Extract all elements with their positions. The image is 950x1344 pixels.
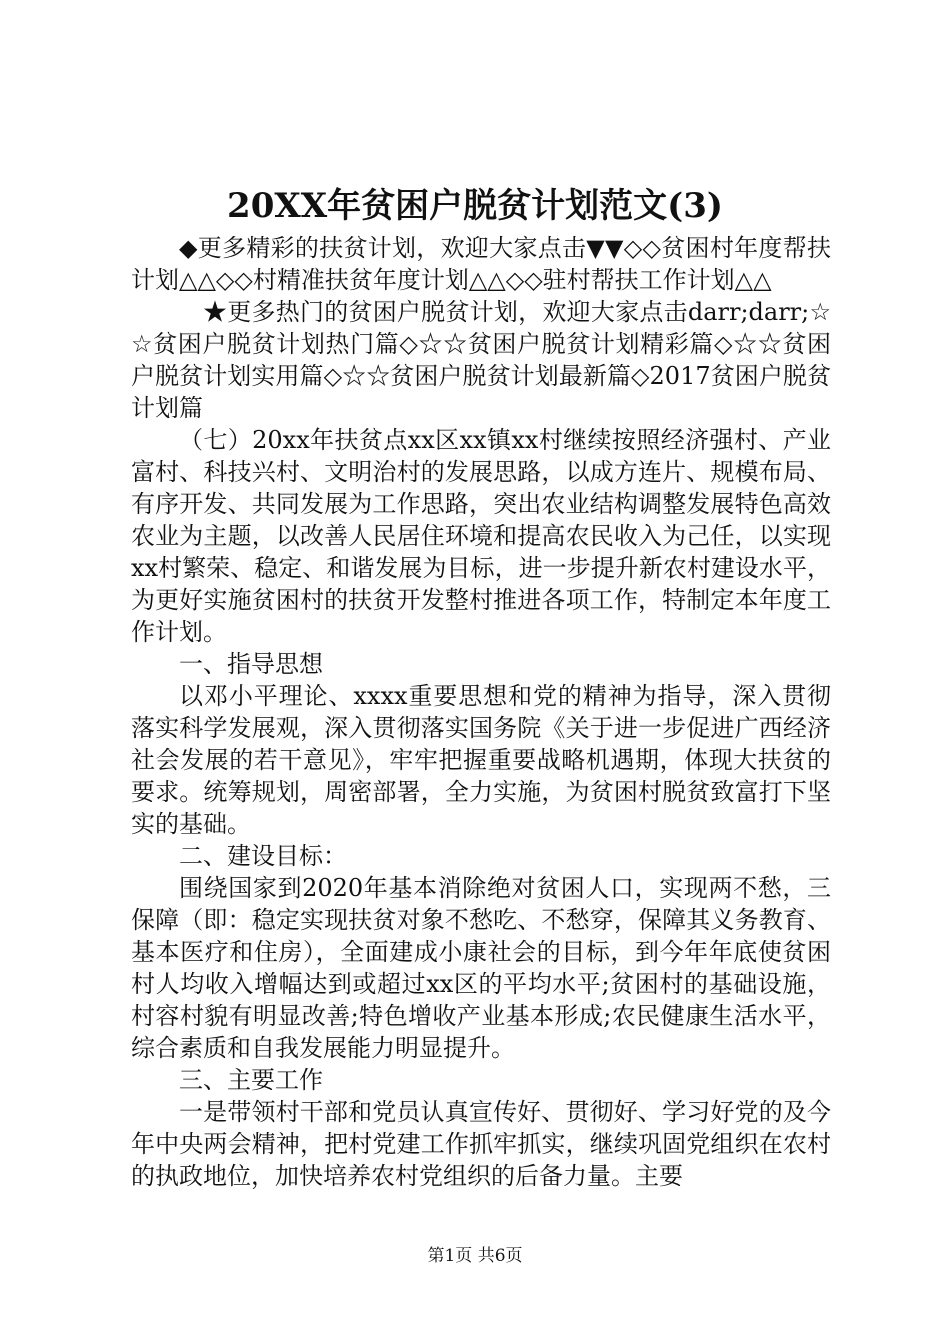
- document-body: [131, 232, 831, 1192]
- paragraph-intro: （七）20xx年扶贫点xx区xx镇xx村继续按照经济强村、产业富村、科技兴村、文明治村的发展思路，以成方连片、规模布局、有序开发、共同发展为工作思路，突出农业结构调整发展特色高效农业为主题，以改善人民居住环境和提高农民收入为己任，以实现xx村繁荣、稳定、和谐发展为目标，进一步提升新农村建设水平，为更好实施贫困村的扶贫开发整村推进各项工作，特制定本年度工作计划。: [131, 426, 831, 646]
- paragraph-goals: 围绕国家到2020年基本消除绝对贫困人口，实现两不愁，三保障（即：稳定实现扶贫对象不愁吃、不愁穿，保障其义务教育、基本医疗和住房），全面建成小康社会的目标，到今年年底使贫困村人均收入增幅达到或超过xx区的平均水平;贫困村的基础设施，村容村貌有明显改善;特色增收产业基本形成;农民健康生活水平，综合素质和自我发展能力明显提升。: [131, 874, 831, 1062]
- paragraph-guiding-ideology: 以邓小平理论、xxxx重要思想和党的精神为指导，深入贯彻落实科学发展观，深入贯彻落实国务院《关于进一步促进广西经济社会发展的若干意见》，牢牢把握重要战略机遇期，体现大扶贫的要求。统筹规划，周密部署，全力实施，为贫困村脱贫致富打下坚实的基础。: [131, 682, 831, 838]
- paragraph-main-work: 一是带领村干部和党员认真宣传好、贯彻好、学习好党的及今年中央两会精神，把村党建工作抓牢抓实，继续巩固党组织在农村的执政地位，加快培养农村党组织的后备力量。主要: [131, 1098, 831, 1190]
- paragraph-more-plans-links: ◆更多精彩的扶贫计划，欢迎大家点击▼▼◇◇贫困村年度帮扶计划△△◇◇村精准扶贫年度计划△△◇◇驻村帮扶工作计划△△: [131, 234, 831, 294]
- section-heading-main-work: 三、主要工作: [179, 1066, 323, 1094]
- page-footer: 第1页 共6页: [427, 1246, 523, 1266]
- paragraph-hot-plans-links: ★更多热门的贫困户脱贫计划，欢迎大家点击darr;darr;☆☆贫困户脱贫计划热门篇◇☆☆贫困户脱贫计划精彩篇◇☆☆贫困户脱贫计划实用篇◇☆☆贫困户脱贫计划最新篇◇2017贫困户脱贫计划篇: [131, 298, 831, 422]
- document-title: 20XX年贫困户脱贫计划范文(3): [227, 186, 723, 226]
- section-heading-goals: 二、建设目标：: [179, 842, 347, 870]
- section-heading-guiding-ideology: 一、指导思想: [179, 650, 323, 678]
